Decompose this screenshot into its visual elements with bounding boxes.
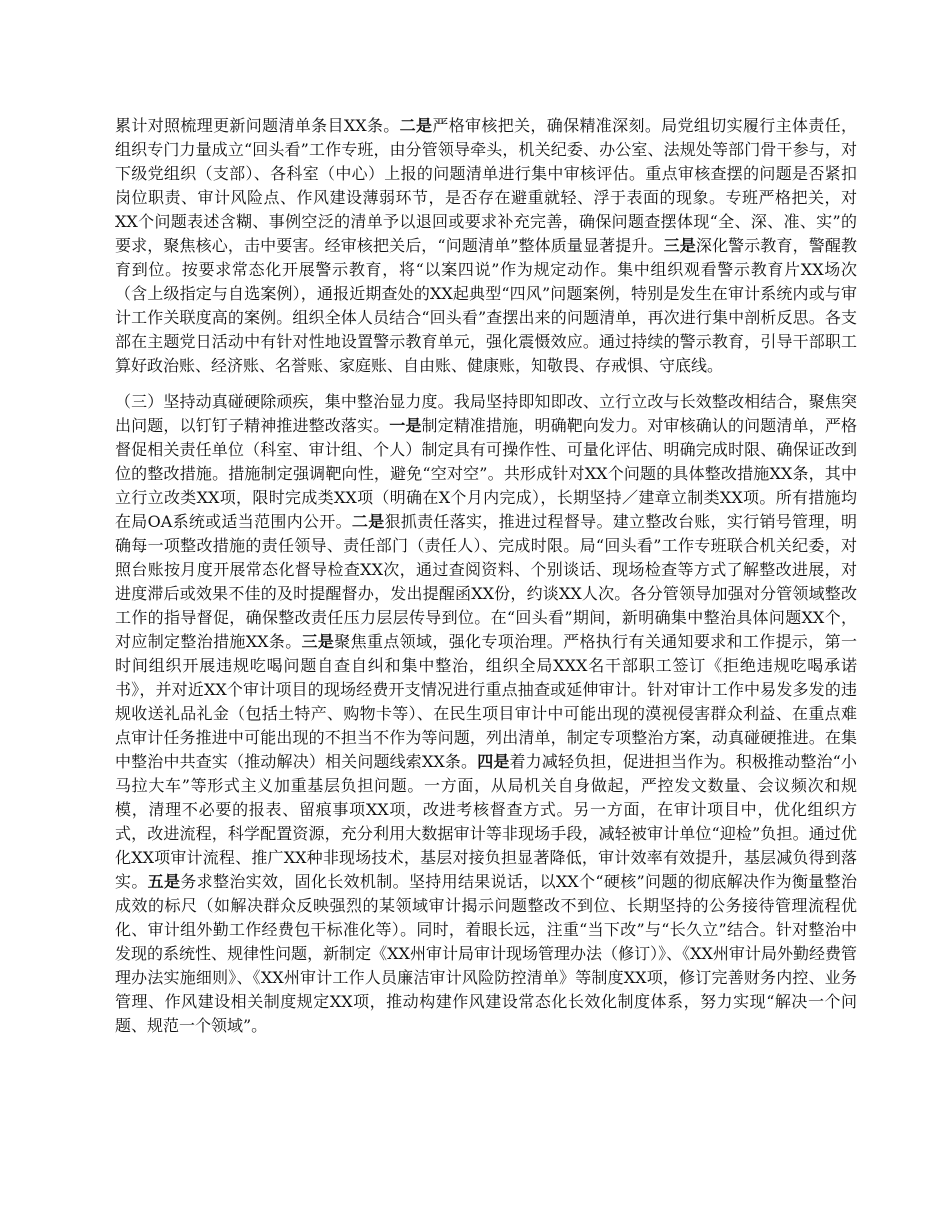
text-segment: 深化警示教育，警醒教育到位。按要求常态化开展警示教育，将“以案四说”作为规定动作。集中组织观看警示教育片XX场次（含上级指定与自选案例），通报近期查处的XX起典型“四风”问题案例，特别是发生在审计系统内或与审计工作关联度高的案例。组织全体人员结合“回头看”查摆出来的问题清单，再次进行集中剖析反思。各支部在主题党日活动中有针对性地设置警示教育单元，强化震慑效应。通过持续的警示教育，引导干部职工算好政治账、经济账、名誉账、家庭账、自由账、健康账，知敬畏、存戒惧、守底线。: [115, 236, 857, 375]
text-segment: 严格审核把关，确保精准深刻。局党组切实履行主体责任，组织专门力量成立“回头看”工作专班，由分管领导牵头，机关纪委、办公室、法规处等部门骨干参与，对下级党组织（支部）、各科室（中心）上报的问题清单进行集中审核评估。重点审核查摆的问题是否紧扣岗位职责、审计风险点、作风建设薄弱环节，是否存在避重就轻、浮于表面的现象。专班严格把关，对XX个问题表述含糊、事例空泛的清单予以退回或要求补充完善，确保问题查摆体现“全、深、准、实”的要求，聚焦核心，击中要害。经审核把关后，“问题清单”整体质量显著提升。: [115, 116, 857, 255]
text-segment: 务求整治实效，固化长效机制。坚持用结果说话，以XX个“硬核”问题的彻底解决作为衡量整治成效的标尺（如解决群众反映强烈的某领域审计揭示问题整改不到位、长期坚持的公务接待管理流程优化、审计组外勤工作经费包干标准化等）。同时，着眼长远，注重“当下改”与“长久立”结合。针对整治中发现的系统性、规律性问题，新制定《XX州审计局审计现场管理办法（修订）》、《XX州审计局外勤经费管理办法实施细则》、《XX州审计工作人员廉洁审计风险防控清单》等制度XX项，修订完善财务内控、业务管理、作风建设相关制度规定XX项，推动构建作风建设常态化长效化制度体系，努力实现“解决一个问题、规范一个领域”。: [115, 872, 857, 1035]
text-segment: （三）坚持动真碰硬除顽疾，集中整治显力度。我局坚持即知即改、立行立改与长效整改相结合，聚焦突出问题，以钉钉子精神推进整改落实。: [115, 392, 857, 435]
bold-lead: 一是: [389, 416, 422, 435]
bold-lead: 五是: [147, 872, 181, 891]
bold-lead: 四是: [477, 752, 510, 771]
bold-lead: 二是: [399, 116, 433, 135]
text-segment: 制定精准措施，明确靶向发力。对审核确认的问题清单，严格督促相关责任单位（科室、审计组、个人）制定具有可操作性、可量化评估、明确完成时限、确保证改到位的整改措施。措施制定强调靶向性，避免“空对空”。共形成针对XX个问题的具体整改措施XX条，其中立行立改类XX项，限时完成类XX项（明确在X个月内完成），长期坚持／建章立制类XX项。所有措施均在局OA系统或适当范围内公开。: [115, 416, 857, 531]
bold-lead: 二是: [351, 512, 385, 531]
text-segment: 聚焦重点领域，强化专项治理。严格执行有关通知要求和工作提示，第一时间组织开展违规吃喝问题自查自纠和集中整治，组织全局XXX名干部职工签订《拒绝违规吃喝承诺书》，并对近XX个审计项目的现场经费开支情况进行重点抽查或延伸审计。针对审计工作中易发多发的违规收送礼品礼金（包括土特产、购物卡等）、在民生项目审计中可能出现的漠视侵害群众利益、在重点难点审计任务推进中可能出现的不担当不作为等问题，列出清单，制定专项整治方案，动真碰硬推进。在集中整治中共查实（推动解决）相关问题线索XX条。: [115, 632, 857, 771]
paragraph-1: [115, 114, 857, 378]
text-segment: 着力减轻负担，促进担当作为。积极推动整治“小马拉大车”等形式主义加重基层负担问题。一方面，从局机关自身做起，严控发文数量、会议频次和规模，清理不必要的报表、留痕事项XX项，改进考核督查方式。另一方面，在审计项目中，优化组织方式，改进流程，科学配置资源，充分利用大数据审计等非现场手段，减轻被审计单位“迎检”负担。通过优化XX项审计流程、推广XX种非现场技术，基层对接负担显著降低，审计效率有效提升，基层减负得到落实。: [115, 752, 857, 891]
paragraph-2: [115, 390, 857, 1038]
text-segment: 狠抓责任落实，推进过程督导。建立整改台账，实行销号管理，明确每一项整改措施的责任领导、责任部门（责任人）、完成时限。局“回头看”工作专班联合机关纪委，对照台账按月度开展常态化督导检查XX次，通过查阅资料、个别谈话、现场检查等方式了解整改进展，对进度滞后或效果不佳的及时提醒督办，发出提醒函XX份，约谈XX人次。各分管领导加强对分管领域整改工作的指导督促，确保整改责任压力层层传导到位。在“回头看”期间，新明确集中整治具体问题XX个，对应制定整治措施XX条。: [115, 512, 857, 651]
text-segment: 累计对照梳理更新问题清单条目XX条。: [115, 116, 400, 135]
document-page: [115, 114, 857, 1038]
bold-lead: 三是: [301, 632, 335, 651]
bold-lead: 三是: [663, 236, 696, 255]
